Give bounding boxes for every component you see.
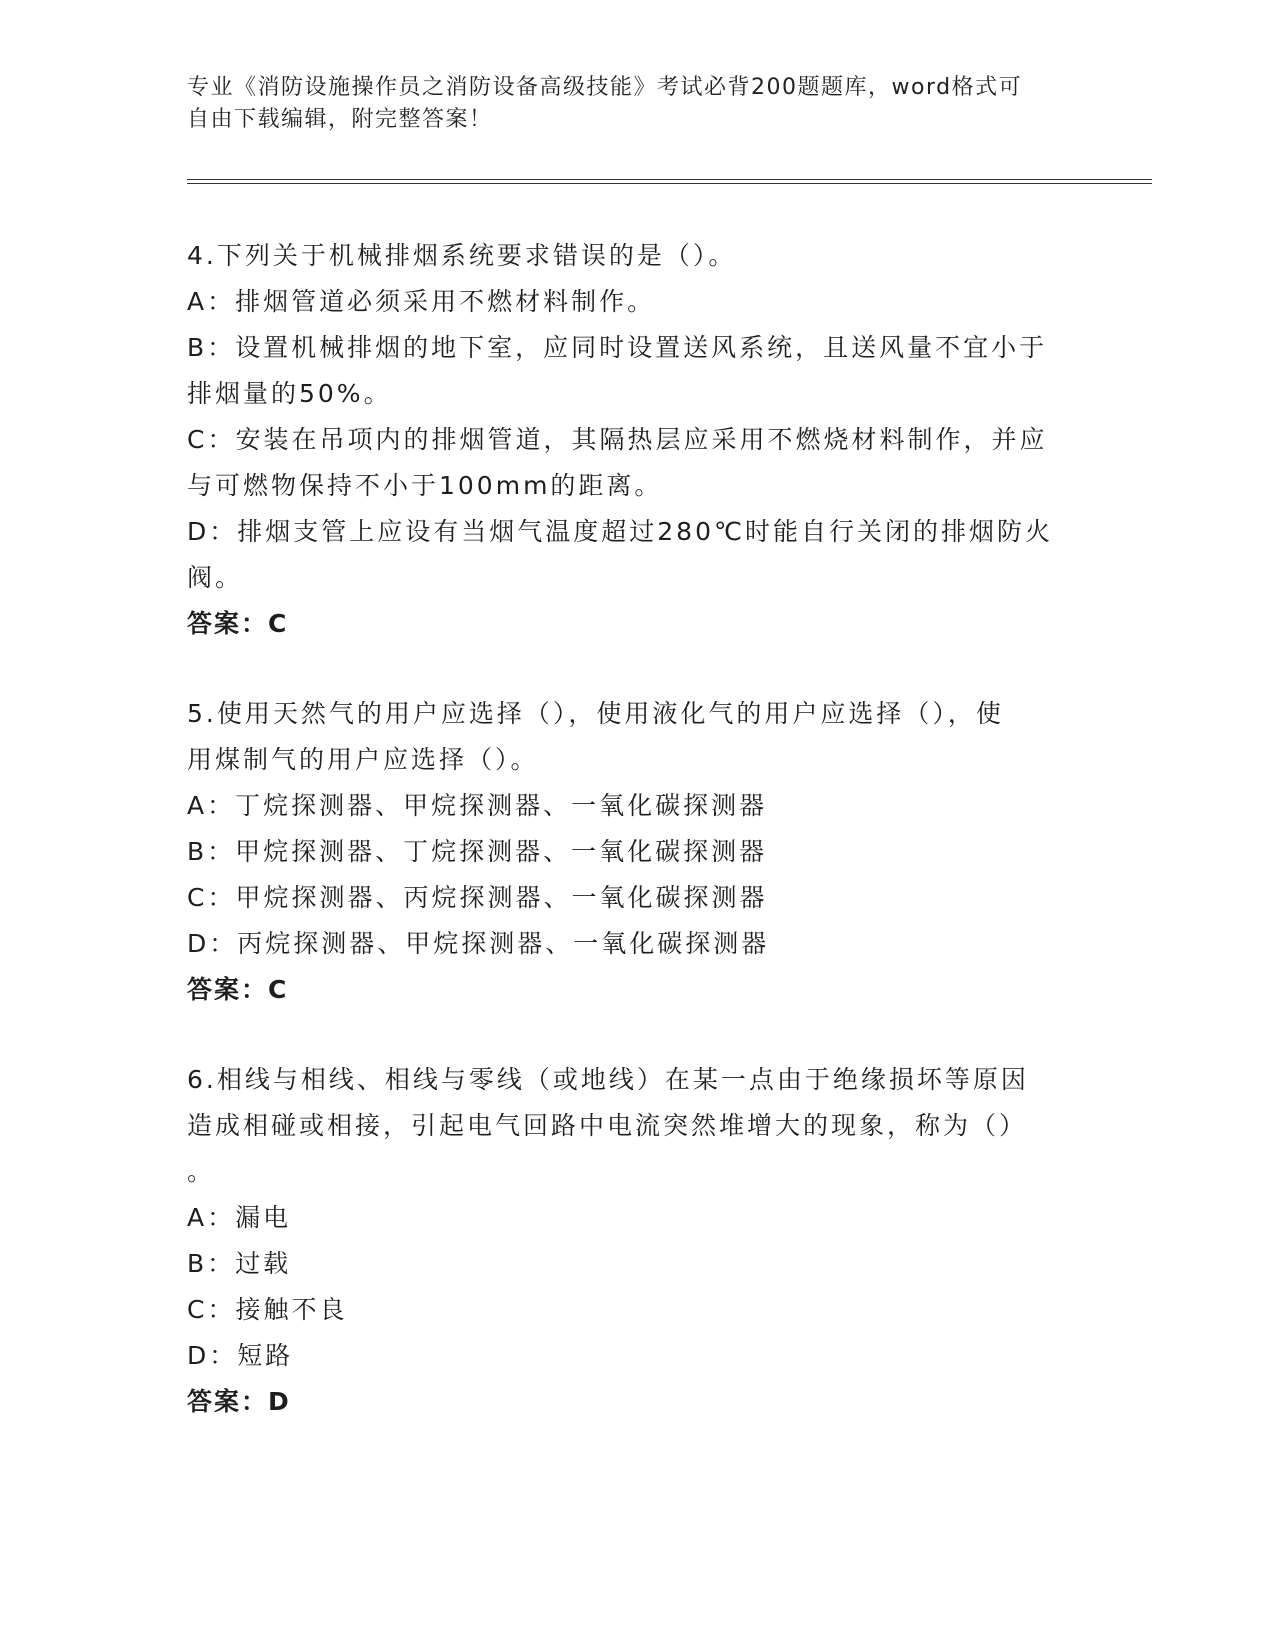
option-a: A：排烟管道必须采用不燃材料制作。: [187, 287, 656, 316]
question-spacer: [187, 1013, 1087, 1057]
header-line-1: 专业《消防设施操作员之消防设备高级技能》考试必背200题题库，word格式可: [187, 75, 1023, 100]
question-list: [187, 233, 1087, 1425]
question-6: [187, 1057, 1087, 1425]
option-c: C：甲烷探测器、丙烷探测器、一氧化碳探测器: [187, 883, 768, 912]
option-b: B：设置机械排烟的地下室，应同时设置送风系统，且送风量不宜小于 排烟量的50%。: [187, 333, 1048, 408]
option-c: C：接触不良: [187, 1295, 348, 1324]
answer-label: 答案：C: [187, 609, 289, 638]
question-stem-line-1: 5.使用天然气的用户应选择（），使用液化气的用户应选择（），使: [187, 699, 1004, 728]
answer-label: 答案：C: [187, 975, 289, 1004]
question-stem-line-2: 用煤制气的用户应选择（）。: [187, 745, 539, 774]
question-5: [187, 691, 1087, 1013]
question-4: [187, 233, 1087, 647]
option-a: A：漏电: [187, 1203, 292, 1232]
option-a: A：丁烷探测器、甲烷探测器、一氧化碳探测器: [187, 791, 768, 820]
header-divider-bottom: [187, 183, 1152, 184]
option-c: C：安装在吊项内的排烟管道，其隔热层应采用不燃烧材料制作，并应 与可燃物保持不小于100mm的距离。: [187, 425, 1048, 500]
question-stem: 4.下列关于机械排烟系统要求错误的是（）。: [187, 241, 737, 270]
answer-label: 答案：D: [187, 1387, 291, 1416]
option-d: D：短路: [187, 1341, 294, 1370]
document-header: [187, 72, 1087, 136]
question-stem-line-3: 。: [187, 1157, 216, 1186]
question-stem-line-1: 6.相线与相线、相线与零线（或地线）在某一点由于绝缘损坏等原因: [187, 1065, 1029, 1094]
header-line-2: 自由下载编辑，附完整答案！: [187, 107, 493, 132]
option-d: D：丙烷探测器、甲烷探测器、一氧化碳探测器: [187, 929, 770, 958]
option-d: D：排烟支管上应设有当烟气温度超过280℃时能自行关闭的排烟防火 阀。: [187, 517, 1054, 592]
option-b: B：过载: [187, 1249, 292, 1278]
question-spacer: [187, 647, 1087, 691]
header-divider-top: [187, 179, 1152, 180]
question-stem-line-2: 造成相碰或相接，引起电气回路中电流突然堆增大的现象，称为（）: [187, 1111, 1028, 1140]
option-b: B：甲烷探测器、丁烷探测器、一氧化碳探测器: [187, 837, 768, 866]
